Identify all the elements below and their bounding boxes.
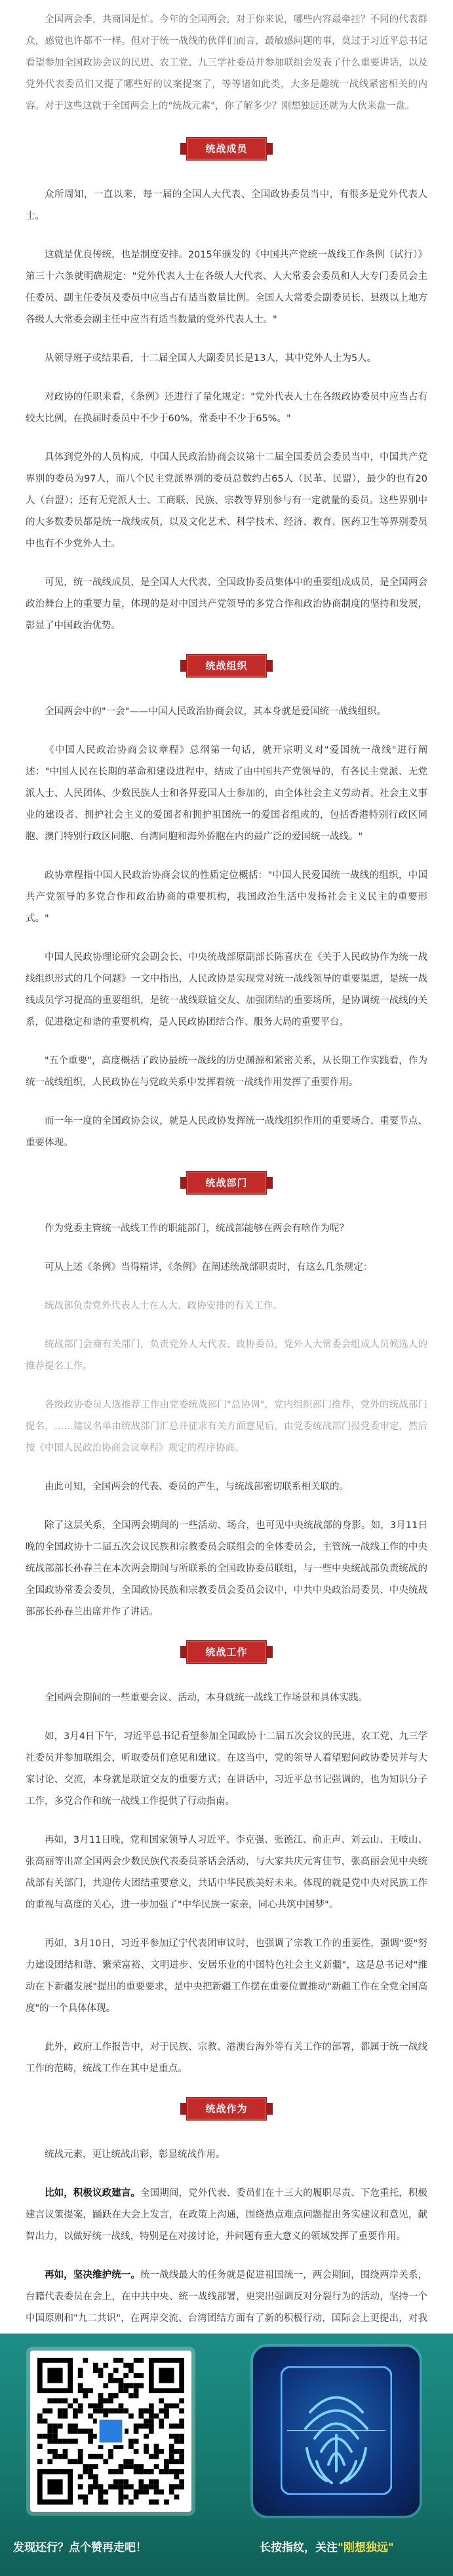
section-header — [26, 137, 427, 161]
paragraph-text: 这就是优良传统，也是制度安排。2015年颁发的《中国共产党统一战线工作条例（试行）》第三十六条就明确规定："党外代表人士在各级人大代表、人大常委会委员和人大专门委员会主任委员、副主任委员及委员中应当占有适当数量比例。全国人大常委会副委员长、县级以上地方各级人大常委会副主任中应当有适当数量的党外代表人士。" — [26, 250, 427, 325]
paragraph-text: 对政协的任职来看，《条例》还进行了量化规定："党外代表人士在各级政协委员中应当占有较大比例，在换届时委员中不少于60%，常委中不少于65%。" — [26, 392, 427, 424]
article-paragraph — [26, 447, 427, 555]
paragraph-text: 全国两会中的"一会"——中国人民政治协商会议，其本身就是爱国统一战线组织。 — [45, 706, 386, 717]
paragraph-lead: 比如，积极议政建言。 — [45, 2188, 141, 2199]
section-title-badge: 统战成员 — [186, 137, 266, 161]
article-paragraph — [26, 1476, 427, 1498]
promo-caption-right-b: "刚想独远" — [338, 2541, 394, 2554]
fingerprint-card[interactable] — [253, 2347, 420, 2516]
article-paragraph — [26, 1111, 427, 1154]
paragraph-text: 由此可知，全国两会的代表、委员的产生，与统战部密切联系相关联的。 — [45, 1482, 349, 1492]
section-header — [26, 1171, 427, 1195]
article-paragraph — [26, 1218, 427, 1240]
paragraph-text: 再如，3月11日晚，党和国家领导人习近平、李克强、张德江、俞正声、刘云山、王岐山、张高丽等出席全国两会少数民族代表委员茶话会活动，与大家共庆元宵佳节，张高丽会见中央统战部有关部门，共迎传大团结重要意义，共话中华民族美好未来。体现的就是党中央对民族工作的重视与高度的关心，进一步加强了"中华民族一家亲，同心共筑中国梦"。 — [26, 1835, 427, 1910]
paragraph-text: 全国两会期间的一些重要会议、活动，本身就统一战线工作场景和具体实践。 — [45, 1693, 368, 1703]
article-paragraph — [26, 1830, 427, 1916]
article-paragraph — [26, 1257, 427, 1278]
article-paragraph — [26, 2183, 427, 2248]
section-title-badge: 统战组织 — [186, 654, 266, 678]
section-title-badge: 统战部门 — [186, 1171, 266, 1195]
paragraph-text: 可见，统一战线成员，是全国人大代表、全国政协委员集体中的重要组成成员，是全国两会政治舞台上的重要力量，体现的是对中国共产党领导的多党合作和政治协商制度的坚持和发展，彰显了中国政治优势。 — [26, 577, 427, 631]
article-paragraph — [26, 1296, 427, 1317]
paragraph-text: 此外，政府工作报告中，对于民族、宗教、港澳台海外等有关工作的部署，都属于统一战线工作的范畴，统战工作在其中是重点。 — [26, 2042, 427, 2074]
section-title-badge: 统战工作 — [186, 1640, 266, 1664]
article-paragraph — [26, 1687, 427, 1709]
paragraph-text: 各级政协委员人选推荐工作由党委统战部门"总协调"，党内组织部门推荐，党外的统战部门提名，……建议名单由统战部门汇总并征求有关方面意见后，由党委统战部门报党委审定，然后按《中国人民政治协商会议章程》规定的程序协商。 — [26, 1400, 427, 1453]
section-header — [26, 654, 427, 678]
section-header — [26, 2097, 427, 2121]
paragraph-text: 具体到党外的人员构成，中国人民政治协商会议第十二届全国委员会委员当中，中国共产党界别的委员为97人，而八个民主党派界别的委员总数约占65人（民革、民盟），最少的也有20人（台盟）；还有无党派人士、工商联、民族、宗教等界别参与有一定就量的委员。这些界别中的大多数委员都是统一战线成员，以及文化艺术、科学技术、经济、教育、医药卫生等界别委员中也有不少党外人士。 — [26, 452, 427, 549]
article-paragraph — [26, 387, 427, 430]
paragraph-text: 统战元素，更让统战出彩，彰显统战作用。 — [45, 2149, 226, 2160]
paragraph-text: "五个重要"，高度概括了政协最统一战线的历史渊源和紧密关系，从长期工作实践看，作为统一战线组织，人民政协在与党政关系中发挥着统一战线作用发挥了重要作用。 — [26, 1056, 427, 1088]
paragraph-text: 而一年一度的全国政协会议，就是人民政协发挥统一战线组织作用的重要场合、重要节点、重要体现。 — [26, 1116, 427, 1148]
paragraph-text: 再如，3月10日，习近平参加辽宁代表团审议时，也强调了宗教工作的重要性，强调"要"努力建设团结和谐、繁荣富裕、文明进步、安居乐业的中国特色社会主义新疆"，这是总书记对"推动在下新疆发展"提出的重要要求，是中央把新疆工作摆在重要位置推动"新疆工作在全党全国高度"的一个具体体现。 — [26, 1938, 427, 2014]
paragraph-text: 作为党委主管统一战线工作的职能部门，统战部能够在两会有啥作为呢？ — [45, 1223, 349, 1234]
paragraph-text: 全国期间，党外代表、委员们在十三大的履职尽责、下危重托，积极建言议策提案，踊跃在大会上发言，在政策上沟通，围绕热点难点问题提出务实建议和意见，献智出力，以做好统一战线，特别是在对接讨论，并问题有重大意义的领域发挥了重要作用。 — [26, 2188, 428, 2242]
paragraph-text: 政协章程指中国人民政治协商会议的性质定位概括："中国人民爱国统一战线的组织，中国共产党领导的多党合作和政治协商的重要机构，我国政治生活中发扬社会主义民主的重要形式。" — [26, 870, 427, 924]
paragraph-text: 统战部负责党外代表人士在人大、政协安排的有关工作。 — [45, 1301, 283, 1311]
article-paragraph — [26, 1515, 427, 1623]
article-paragraph — [26, 1726, 427, 1813]
article-paragraph — [26, 2037, 427, 2080]
section-title-badge: 统战作为 — [186, 2097, 266, 2121]
paragraph-text: 中国人民政协理论研究会副会长、中央统战部原副部长陈喜庆在《关于人民政协作为统一战线组织形式的几个问题》一文中指出，人民政协是实现党对统一战线领导的重要渠道，是统一战线成员学习提高的重要组织，是统一战线联谊交友、加强团结的重要场所，是协调统一战线的关系，促进稳定和谐的重要机构，是人民政协团结合作、服务大局的重要平台。 — [26, 952, 427, 1028]
article-paragraph — [26, 1050, 427, 1094]
section-header — [26, 1640, 427, 1664]
paragraph-text: 从领导班子或结果看，十二届全国人大副委员长是13人，其中党外人士为5人。 — [45, 353, 377, 364]
article-paragraph — [26, 1394, 427, 1459]
promo-caption-left-text: 发现还行？点个赞再走吧！ — [13, 2541, 147, 2554]
paragraph-text: 如，3月4日下午，习近平总书记看望参加全国政协十二届五次会议的民进、农工党、九三学社委员并参加联组会，听取委员们意见和建议。在这当中，党的领导人看望慰问政协委员并与大家讨论、交流，本身就是联谊交友的重要方式；在讲话中，习近平总书记强调的，也为知识分子工作，多党合作和统一战线工作提供了行动指南。 — [26, 1731, 427, 1807]
article-intro: 全国两会季，共商国是忙。今年的全国两会，对于你来说，哪些内容最牵挂？不同的代表群众，感觉也许都不一样。但对于统一战线的伙伴们而言，最敏感问题的事，莫过于习近平总书记看望参加全国政协会议的民进、农工党、九三学社委员并参加联组会发表了什么重要讲话，以及党外代表委员们又提了哪些好的议案提案了，等等诸如此类，大多是趣统一战线紧密相关的内容。对于这些这就于全国两会上的"统战元素"，你了解多少？刚想独远还就为大伙来盘一盘。 — [26, 14, 427, 111]
qr-code-icon[interactable] — [37, 2358, 184, 2505]
fingerprint-icon[interactable] — [281, 2366, 392, 2495]
paragraph-text: 可从上述《条例》当得精详，《条例》在阐述统战部职责时，有这么几条规定： — [45, 1262, 373, 1273]
promo-footer — [0, 2334, 453, 2576]
article-paragraph — [26, 1334, 427, 1377]
paragraph-lead: 再如，坚决维护统一。 — [45, 2270, 141, 2280]
promo-caption-right — [260, 2538, 394, 2554]
qr-card[interactable] — [30, 2351, 191, 2512]
article-paragraph — [26, 947, 427, 1033]
paragraph-text: 统战部门会商有关部门，负责党外人大代表、政协委员，党外人大常委会组成人员候选人的推荐提名工作。 — [26, 1339, 427, 1372]
article-paragraph — [26, 244, 427, 331]
article-paragraph — [26, 2144, 427, 2166]
paragraph-text: 除了这层关系，全国两会期间的一些活动、场合，也可见中央统战部的身影。如，3月11日晚的全国政协十二届五次会议民族和宗教委员会联组会的全体委员会，主管统一战线工作的中央统战部部长孙春兰在本次两会期间与所联系的全国政协委员联组，与一些中央统战部负责统战的全国政协常委会委员，全国政协民族和宗教委员会委员会议中，中共中央政治局委员、中央统战部部长孙春兰出席并作了讲话。 — [26, 1520, 427, 1617]
article-paragraph — [26, 572, 427, 637]
paragraph-text: 《中国人民政治协商会议章程》总纲第一句话，就开宗明义对"爱国统一战线"进行阐述："中国人民在长期的革命和建设进程中，结成了由中国共产党领导的，有各民主党派、无党派人士、人民团体、少数民族人士和各界爱国人士参加的，由全体社会主义劳动者、社会主义事业的建设者、拥护社会主义的爱国者和拥护祖国统一的爱国者组成的，包括香港特别行政区同胞、澳门特别行政区同胞、台湾同胞和海外侨胞在内的最广泛的爱国统一战线。" — [26, 745, 427, 842]
paragraph-text: 统一战线最大的任务就是促进祖国统一，两会期间，围绕两岸关系，台籍代表委员在会上，在中共中央、统一战线部署，更突出强调反对分裂行为的活动，坚持一个中国原则和"九二共识"，在两岸交流、台湾团结方面有了新的积极行动，国际会上更提出，对我 — [26, 2270, 428, 2324]
article-paragraph — [26, 701, 427, 723]
article-paragraph — [26, 348, 427, 370]
article-paragraph — [26, 740, 427, 848]
promo-caption-right-a: 长按指纹，关注 — [260, 2541, 338, 2554]
article-paragraph — [26, 1933, 427, 2020]
paragraph-text: 众所周知，一直以来，每一届的全国人大代表、全国政协委员当中，有很多是党外代表人士。 — [26, 189, 427, 221]
promo-caption-left — [13, 2538, 147, 2554]
article-paragraph — [26, 865, 427, 930]
article-paragraph — [26, 184, 427, 227]
